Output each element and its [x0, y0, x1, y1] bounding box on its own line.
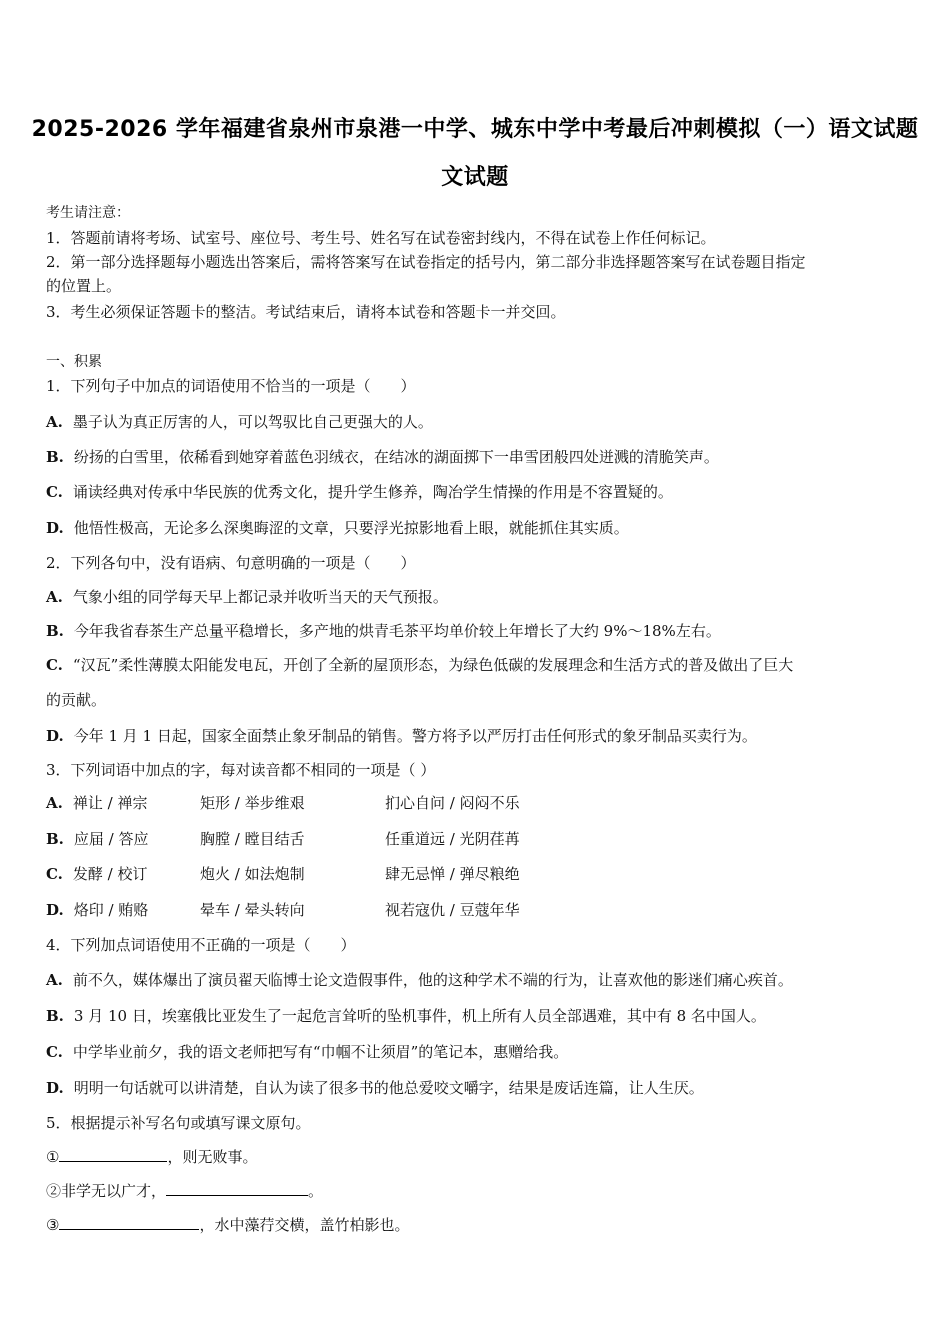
option-label: A.: [46, 588, 63, 606]
q1-option-c: [46, 482, 673, 502]
answer-blank[interactable]: [59, 1215, 199, 1230]
option-label: D.: [46, 1079, 64, 1097]
option-label: C.: [46, 1043, 63, 1061]
q3-row-a-col1: 禅让 / 禅宗: [72, 794, 148, 812]
notice-item: 1．答题前请将考场、试室号、座位号、考生号、姓名写在试卷密封线内，不得在试卷上作任何标记。: [46, 229, 716, 247]
q3-row-d-label: D. 烙印 / 贿赂: [46, 901, 149, 919]
q2-option-c-continued: 的贡献。: [46, 691, 107, 709]
q1-option-a: [46, 412, 433, 432]
option-label: D.: [46, 727, 64, 745]
option-label: A.: [46, 413, 63, 431]
q4-option-c: [46, 1042, 568, 1062]
q2-option-c: [46, 655, 793, 675]
exam-title-line2: 文试题: [441, 165, 509, 190]
q2-option-b: [46, 621, 721, 641]
option-label: C.: [46, 656, 63, 674]
item-prefix: ③: [46, 1216, 60, 1234]
option-text: 今年我省春茶生产总量平稳增长，多产地的烘青毛茶平均单价较上年增长了大约 9%～18%左右。: [73, 622, 721, 640]
q3-row-d-col1: 烙印 / 贿赂: [73, 901, 149, 919]
q4-option-d: [46, 1078, 704, 1098]
q3-row-d-col3: 视若寇仇 / 豆蔻年华: [385, 901, 520, 919]
option-label: A.: [46, 971, 63, 989]
q1-option-d: [46, 518, 629, 538]
q3-row-a-label: A. 禅让 / 禅宗: [46, 794, 148, 812]
q3-row-b-label: B. 应届 / 答应: [46, 830, 149, 848]
question-4-stem: 4．下列加点词语使用不正确的一项是（ ）: [46, 936, 356, 954]
option-label: B.: [46, 622, 64, 640]
q3-row-b-col1: 应届 / 答应: [73, 830, 149, 848]
q3-row-a-col2: 矩形 / 举步维艰: [200, 794, 305, 812]
option-label: C.: [46, 483, 63, 501]
q3-row-c-label: C. 发酵 / 校订: [46, 865, 148, 883]
option-text: 中学毕业前夕，我的语文老师把写有“巾帼不让须眉”的笔记本，惠赠给我。: [72, 1043, 569, 1061]
option-text: 明明一句话就可以讲清楚，自认为读了很多书的他总爱咬文嚼字，结果是废话连篇，让人生厌。: [73, 1079, 704, 1097]
question-3-stem: 3．下列词语中加点的字，每对读音都不相同的一项是（ ）: [46, 761, 436, 779]
option-text: 他悟性极高，无论多么深奥晦涩的文章，只要浮光掠影地看上眼，就能抓住其实质。: [73, 519, 629, 537]
item-after: ，水中藻荇交横，盖竹柏影也。: [199, 1216, 410, 1234]
q2-option-d: [46, 726, 757, 746]
option-label: D.: [46, 519, 64, 537]
option-label: B.: [46, 1007, 64, 1025]
option-text: 前不久，媒体爆出了演员翟天临博士论文造假事件，他的这种学术不端的行为，让喜欢他的影迷们痛心疾首。: [72, 971, 793, 989]
option-text: 诵读经典对传承中华民族的优秀文化，提升学生修养，陶冶学生情操的作用是不容置疑的。: [72, 483, 673, 501]
option-text: 气象小组的同学每天早上都记录并收听当天的天气预报。: [72, 588, 448, 606]
q1-option-b: [46, 447, 719, 467]
q3-row-c-col1: 发酵 / 校订: [72, 865, 148, 883]
notice-item: 3．考生必须保证答题卡的整洁。考试结束后，请将本试卷和答题卡一并交回。: [46, 303, 566, 321]
q3-row-d-col2: 晕车 / 晕头转向: [200, 901, 305, 919]
notice-item: 2．第一部分选择题每小题选出答案后，需将答案写在试卷指定的括号内，第二部分非选择题答案写在试卷题目指定: [46, 253, 806, 271]
item-after: ，则无败事。: [167, 1148, 258, 1166]
notice-item: 的位置上。: [46, 277, 122, 295]
q5-item-3: [46, 1215, 409, 1235]
q4-option-a: [46, 970, 793, 990]
option-text: 3 月 10 日，埃塞俄比亚发生了一起危言耸听的坠机事件，机上所有人员全部遇难，其中有 8 名中国人。: [73, 1007, 766, 1025]
q3-row-b-col3: 任重道远 / 光阴荏苒: [385, 830, 520, 848]
q5-item-2: [46, 1181, 323, 1201]
option-text: 今年 1 月 1 日起，国家全面禁止象牙制品的销售。警方将予以严厉打击任何形式的象牙制品买卖行为。: [73, 727, 757, 745]
item-prefix: ②: [46, 1182, 62, 1200]
section-heading: 一、积累: [46, 354, 102, 370]
q5-item-1: [46, 1147, 257, 1167]
option-text: 墨子认为真正厉害的人，可以驾驭比自己更强大的人。: [72, 413, 433, 431]
item-prefix: ①: [46, 1148, 60, 1166]
answer-blank[interactable]: [59, 1147, 167, 1162]
question-1-stem: 1．下列句子中加点的词语使用不恰当的一项是（ ）: [46, 377, 416, 395]
q3-row-a-col3: 扪心自问 / 闷闷不乐: [385, 794, 520, 812]
q3-row-c-col2: 炮火 / 如法炮制: [200, 865, 305, 883]
option-text: 纷扬的白雪里，依稀看到她穿着蓝色羽绒衣，在结冰的湖面掷下一串雪团般四处迸溅的清脆笑声。: [73, 448, 719, 466]
item-after: 。: [308, 1182, 324, 1200]
question-2-stem: 2．下列各句中，没有语病、句意明确的一项是（ ）: [46, 554, 416, 572]
q3-row-c-col3: 肆无忌惮 / 弹尽粮绝: [385, 865, 520, 883]
item-before: 非学无以广才，: [61, 1182, 167, 1200]
answer-blank[interactable]: [166, 1181, 308, 1196]
option-label: B.: [46, 448, 64, 466]
q3-row-b-col2: 胸膛 / 瞠目结舌: [200, 830, 305, 848]
exam-title-line1: 2025-2026 学年福建省泉州市泉港一中学、城东中学中考最后冲刺模拟（一）语文试题: [31, 117, 919, 142]
option-text: “汉瓦”柔性薄膜太阳能发电瓦，开创了全新的屋顶形态，为绿色低碳的发展理念和生活方式的普及做出了巨大: [72, 656, 794, 674]
q2-option-a: [46, 587, 448, 607]
q4-option-b: [46, 1006, 766, 1026]
question-5-stem: 5．根据提示补写名句或填写课文原句。: [46, 1114, 311, 1132]
notice-heading: 考生请注意：: [46, 205, 130, 221]
